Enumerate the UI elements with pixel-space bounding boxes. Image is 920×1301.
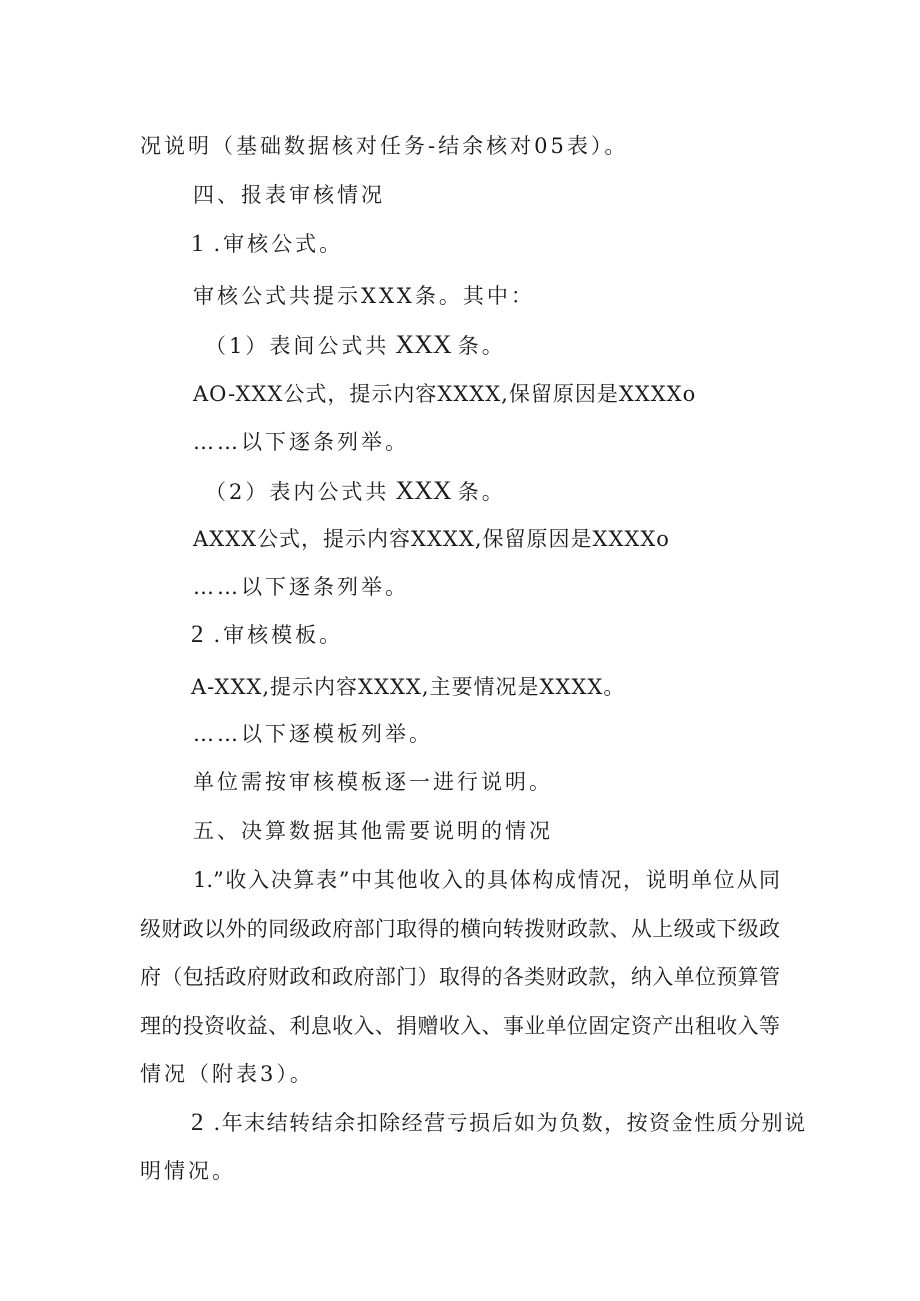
list-continuation: ……以下逐条列举。 — [193, 430, 409, 454]
paragraph-1-line-4: 理的投资收益、利息收入、捐赠收入、事业单位固定资产出租收入等 — [140, 1014, 780, 1038]
intra-table-label: （2）表内公式共 — [205, 480, 390, 504]
item-number: 1 — [191, 230, 204, 257]
list-continuation: ……以下逐条列举。 — [193, 575, 409, 599]
paragraph-2-text: .年末结转结余扣除经营亏损后如为负数，按资金性质分别说 — [213, 1111, 807, 1135]
intra-table-count: XXX — [395, 476, 452, 505]
inter-table-suffix: 条。 — [457, 334, 506, 358]
intra-table-formula-count — [205, 477, 506, 506]
inter-table-count: XXX — [395, 330, 452, 359]
inter-table-formula-example: AO-XXX公式，提示内容XXXX,保留原因是XXXXo — [193, 382, 697, 406]
inter-table-formula-count — [205, 331, 506, 360]
section-heading-4: 四、报表审核情况 — [193, 183, 385, 207]
paragraph-continuation: 况说明（基础数据核对任务-结余核对05表）。 — [140, 134, 629, 158]
paragraph-1-line-1: 1.”收入决算表”中其他收入的具体构成情况，说明单位从同 — [193, 868, 780, 892]
paragraph-1-line-2: 级财政以外的同级政府部门取得的横向转拨财政款、从上级或下级政 — [140, 917, 780, 941]
intra-table-suffix: 条。 — [457, 480, 506, 504]
paragraph-2-line-1 — [191, 1109, 807, 1137]
template-example: A-XXX,提示内容XXXX,主要情况是XXXX。 — [191, 675, 626, 699]
template-instruction: 单位需按审核模板逐一进行说明。 — [193, 770, 553, 794]
item-number: 2 — [191, 621, 204, 648]
list-continuation: ……以下逐模板列举。 — [193, 722, 433, 746]
formula-summary: 审核公式共提示XXX条。其中： — [193, 284, 535, 308]
item-title: .审核模板。 — [213, 623, 344, 647]
intra-table-formula-example: AXXX公式，提示内容XXXX,保留原因是XXXXo — [193, 527, 670, 551]
paragraph-1-line-3: 府（包括政府财政和政府部门）取得的各类财政款，纳入单位预算管 — [140, 965, 780, 989]
subheading-audit-formula — [191, 230, 343, 258]
item-number: 2 — [191, 1109, 204, 1136]
subheading-audit-template — [191, 621, 343, 649]
paragraph-2-line-2: 明情况。 — [140, 1159, 236, 1183]
section-heading-5: 五、决算数据其他需要说明的情况 — [193, 819, 553, 843]
paragraph-1-line-5: 情况（附表3）。 — [140, 1062, 314, 1086]
item-title: .审核公式。 — [213, 232, 344, 256]
inter-table-label: （1）表间公式共 — [205, 334, 390, 358]
